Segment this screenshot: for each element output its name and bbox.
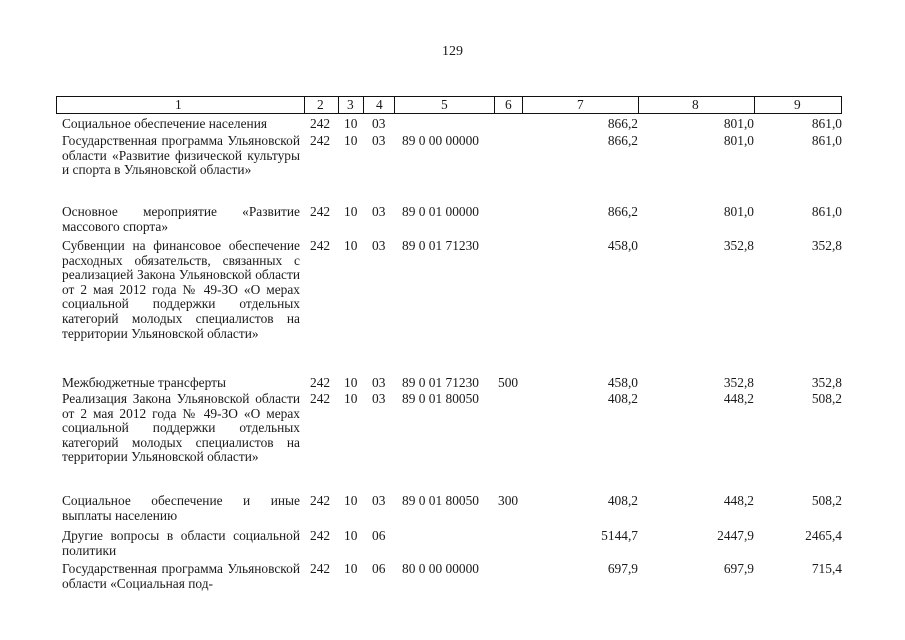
cell-col4: 03: [372, 133, 386, 148]
cell-col2: 242: [310, 561, 331, 576]
cell-col9: 861,0: [811, 133, 842, 148]
cell-col5: 89 0 01 80050: [402, 391, 479, 406]
cell-col7: 408,2: [607, 391, 638, 406]
cell-col8: 2447,9: [717, 528, 754, 543]
cell-col2: 242: [310, 375, 331, 390]
cell-col3: 10: [344, 375, 358, 390]
cell-col7: 866,2: [607, 133, 638, 148]
cell-col2: 242: [310, 528, 331, 543]
cell-col7: 458,0: [607, 375, 638, 390]
cell-col9: 352,8: [811, 375, 842, 390]
row-description: Социальное обеспечение населения: [62, 116, 268, 131]
cell-col5: 89 0 01 71230: [402, 238, 479, 253]
cell-col5: 89 0 01 00000: [402, 204, 479, 219]
row-description: Государственная программа Ульяновской области «Социальная под-: [62, 561, 300, 591]
cell-col9: 861,0: [811, 204, 842, 219]
cell-col5: 89 0 01 71230: [402, 375, 479, 390]
header-label-3: 3: [347, 97, 354, 112]
cell-col4: 03: [372, 493, 386, 508]
cell-col9: 508,2: [811, 493, 842, 508]
cell-col8: 801,0: [723, 116, 754, 131]
cell-col3: 10: [344, 204, 358, 219]
row-description: Социальное обеспечение и иные выплаты населению: [62, 493, 300, 523]
cell-col9: 2465,4: [805, 528, 842, 543]
cell-col8: 448,2: [723, 493, 754, 508]
cell-col3: 10: [344, 133, 358, 148]
cell-col9: 715,4: [811, 561, 842, 576]
header-label-7: 7: [577, 97, 584, 112]
cell-col6: 300: [498, 493, 519, 508]
cell-col4: 03: [372, 116, 386, 131]
cell-col8: 801,0: [723, 204, 754, 219]
cell-col7: 866,2: [607, 204, 638, 219]
row-description: Основное мероприятие «Развитие массового спорта»: [62, 204, 300, 234]
header-label-2: 2: [317, 97, 324, 112]
header-label-4: 4: [376, 97, 383, 112]
cell-col2: 242: [310, 493, 331, 508]
row-description: Межбюджетные трансферты: [62, 375, 226, 390]
cell-col4: 06: [372, 561, 386, 576]
cell-col3: 10: [344, 493, 358, 508]
cell-col4: 03: [372, 204, 386, 219]
row-description: Субвенции на финансовое обеспечение расходных обязательств, связанных с реализацией Закона Ульяновской области от 2 мая 2012 года № 49-ЗО «О мерах социальной поддержки отдельных категорий молодых специалистов на территории Ульяновской области»: [62, 238, 300, 341]
cell-col4: 03: [372, 391, 386, 406]
cell-col5: 89 0 01 80050: [402, 493, 479, 508]
cell-col2: 242: [310, 238, 331, 253]
cell-col5: 80 0 00 00000: [402, 561, 479, 576]
cell-col8: 697,9: [723, 561, 754, 576]
cell-col7: 866,2: [607, 116, 638, 131]
cell-col2: 242: [310, 133, 331, 148]
page-number: 129: [442, 44, 463, 59]
cell-col7: 408,2: [607, 493, 638, 508]
header-label-5: 5: [441, 97, 448, 112]
cell-col8: 352,8: [723, 375, 754, 390]
cell-col2: 242: [310, 204, 331, 219]
cell-col4: 06: [372, 528, 386, 543]
cell-col7: 458,0: [607, 238, 638, 253]
cell-col2: 242: [310, 116, 331, 131]
cell-col7: 697,9: [607, 561, 638, 576]
cell-col4: 03: [372, 238, 386, 253]
cell-col9: 352,8: [811, 238, 842, 253]
cell-col8: 448,2: [723, 391, 754, 406]
cell-col8: 801,0: [723, 133, 754, 148]
cell-col5: 89 0 00 00000: [402, 133, 479, 148]
cell-col4: 03: [372, 375, 386, 390]
cell-col6: 500: [498, 375, 519, 390]
cell-col3: 10: [344, 561, 358, 576]
cell-col3: 10: [344, 391, 358, 406]
row-description: Другие вопросы в области социальной политики: [62, 528, 300, 558]
cell-col2: 242: [310, 391, 331, 406]
cell-col9: 861,0: [811, 116, 842, 131]
cell-col7: 5144,7: [601, 528, 638, 543]
row-description: Реализация Закона Ульяновской области от 2 мая 2012 года № 49-ЗО «О мерах социальной поддержки отдельных категорий молодых специалистов на территории Ульяновской области»: [62, 391, 300, 465]
cell-col9: 508,2: [811, 391, 842, 406]
header-label-8: 8: [692, 97, 699, 112]
cell-col3: 10: [344, 116, 358, 131]
row-description: Государственная программа Ульяновской области «Развитие физической культуры и спорта в Ульяновской области»: [62, 133, 300, 178]
cell-col3: 10: [344, 238, 358, 253]
header-label-6: 6: [505, 97, 512, 112]
cell-col8: 352,8: [723, 238, 754, 253]
header-label-9: 9: [794, 97, 801, 112]
cell-col3: 10: [344, 528, 358, 543]
header-label-1: 1: [175, 97, 182, 112]
